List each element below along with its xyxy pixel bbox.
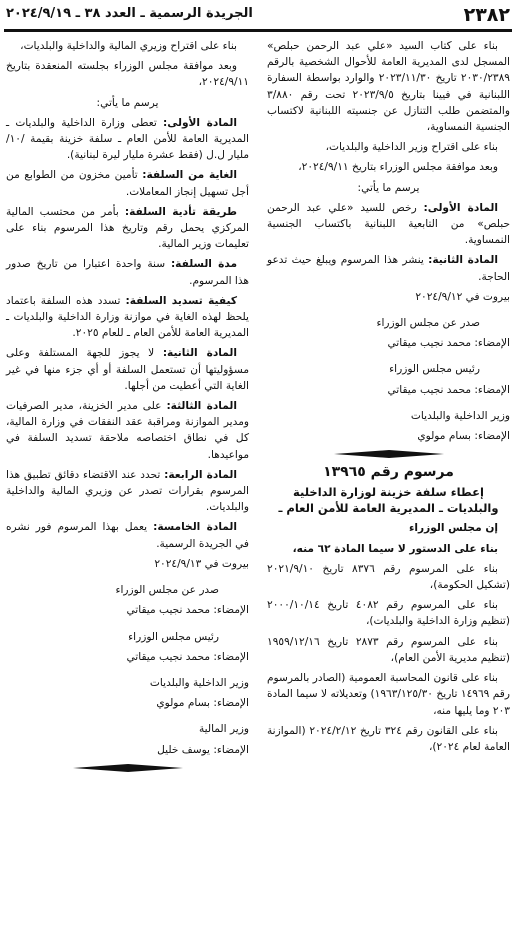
decree-word: يرسم ما يأتي: [357,181,420,194]
article-1-label: المادة الأولى: [163,116,238,129]
pm-title: رئيس مجلس الوزراء [128,630,219,643]
page-header [0,0,516,30]
interior-minister-title: وزير الداخلية والبلديات [149,676,249,689]
advance-repayment-text: تسدد هذه السلفة باعتماد يلحظ لهذه الغاية في موازنة وزارة الداخلية والبلديات ـ المديرية العامة للأمن العام ـ للعام ٢٠٢٥. [6,294,249,340]
gazette-title: الجريدة الرسمية ـ العدد ٣٨ ـ ٢٠٢٤/٩/١٩ [6,6,253,21]
signature-1: الإمضاء: محمد نجيب ميقاتي [387,337,510,350]
article-1-label: المادة الأولى: [423,201,499,214]
article-4 [6,467,249,516]
article-2 [6,345,249,394]
signature-3: الإمضاء: بسام مولوي [156,697,249,710]
council-line: إن مجلس الوزراء [408,522,498,535]
advance-purpose-label: الغاية من السلفة: [142,169,237,182]
basis-2: بناء على المرسوم رقم ٤٠٨٢ تاريخ ٢٠٠٠/١٠/١٤ (تنظيم وزارة الداخلية والبلديات)، [267,599,510,628]
advance-method [6,204,249,253]
advance-method-label: طريقة تأدية السلفة: [124,205,237,218]
intro-paragraph: بناء على كتاب السيد «علي عبد الرحمن حبلص» المسجل لدى المديرية العامة للأحوال الشخصية بالرقم ٢٠٣٠/٢٣٨٩ تاريخ ٢٠٢٣/١١/٣٠ والوارد بواسطة السفارة اللبنانية في فيينا بتاريخ ٢٠٢٣/٩/٥ تحت رقم ٣/٨٨٠ والمتضمن طلب التنازل عن جنسيته اللبنانية لاكتساب الجنسية النمساوية، [267,40,510,134]
advance-term-label: مدة السلفة: [170,258,238,271]
article-4-label: المادة الرابعة: [164,468,237,481]
section-divider [6,764,249,772]
section-divider [267,450,510,458]
article-2-text: لا يجوز للجهة المستلفة وعلى مسؤوليتها أن تستعمل السلفة أو أي جزء منها في غير الغاية التي أعطيت من أجلها. [6,347,249,392]
basis-3: بناء على المرسوم رقم ٢٨٧٣ تاريخ ١٩٥٩/١٢/١٦ (تنظيم مديرية الأمن العام)، [267,635,510,664]
pm-title: رئيس مجلس الوزراء [389,363,480,376]
signature-2: الإمضاء: محمد نجيب ميقاتي [387,383,510,396]
basis-1: بناء على المرسوم رقم ٨٣٧٦ تاريخ ٢٠٢١/٩/١٠ (تشكيل الحكومة)، [267,562,510,592]
header-rule [4,29,512,32]
article-1 [6,115,249,164]
decree-word: يرسم ما يأتي: [96,96,159,109]
article-5 [6,519,249,551]
proposal-paragraph: بناء على اقتراح وزير الداخلية والبلديات، [325,141,498,154]
issued-by: صدر عن مجلس الوزراء [376,317,480,330]
advance-term-text: سنة واحدة اعتبارا من تاريخ صدور هذا المرسوم. [6,258,249,287]
article-2 [267,252,510,284]
constitution-line: بناء على الدستور لا سيما المادة ٦٢ منه، [292,542,498,555]
article-3-label: المادة الثالثة: [166,400,237,413]
basis-5: بناء على القانون رقم ٣٢٤ تاريخ ٢٠٢٤/٢/١٢ (الموازنة العامة لعام ٢٠٢٤)، [267,724,510,753]
article-3 [6,398,249,463]
decree-date: بيروت في ٢٠٢٤/٩/١٢ [415,290,510,303]
article-2-text: ينشر هذا المرسوم ويبلغ حيث تدعو الحاجة. [267,254,510,283]
article-1-text: تعطى وزارة الداخلية والبلديات ـ المديرية العامة للأمن العام ـ سلفة خزينة بقيمة /١٠/ مليار ل.ل (فقط عشرة مليار ليرة لبنانية). [6,116,249,162]
article-1-text: رخص للسيد «علي عبد الرحمن حبلص» من التابعية اللبنانية باكتساب الجنسية النمساوية. [267,201,510,247]
signature-1: الإمضاء: محمد نجيب ميقاتي [126,604,249,617]
page-number: ٢٣٨٢ [463,4,510,26]
advance-term [6,256,249,288]
signature-3: الإمضاء: بسام مولوي [417,430,510,443]
article-5-label: المادة الخامسة: [153,521,238,534]
advance-repayment-label: كيفية تسديد السلفة: [125,294,237,307]
issued-by: صدر عن مجلس الوزراء [115,584,219,597]
article-4-text: تحدد عند الاقتضاء دقائق تطبيق هذا المرسوم بقرارات تصدر عن وزيري المالية والداخلية والبلديات. [6,468,249,514]
decree-date: بيروت في ٢٠٢٤/٩/١٣ [154,557,249,570]
article-3-text: على مدير الخزينة، مدير الصرفيات ومدير الموازنة ومراقبة عقد النفقات في وزارة المالية، كل في نطاق اختصاصه ملاحقة تسديد السلفة في مواعيدها. [6,400,249,461]
right-column [267,38,510,759]
advance-repayment [6,293,249,342]
article-2-label: المادة الثانية: [428,254,498,267]
finance-minister-title: وزير المالية [198,723,249,736]
proposal-paragraph: بناء على اقتراح وزيري المالية والداخلية والبلديات، [20,40,237,52]
article-5-text: يعمل بهذا المرسوم فور نشره في الجريدة الرسمية. [6,521,249,550]
approval-paragraph: وبعد موافقة مجلس الوزراء بتاريخ ٢٠٢٤/٩/١١، [298,161,498,174]
decree-number: مرسوم رقم ١٣٩٦٥ [323,464,454,481]
article-2-label: المادة الثانية: [162,347,237,360]
minister-title: وزير الداخلية والبلديات [410,409,510,422]
signature-4: الإمضاء: يوسف خليل [157,743,249,756]
decree-title: إعطاء سلفة خزينة لوزارة الداخلية والبلديات ـ المديرية العامة للأمن العام ـ [278,485,499,516]
left-column [6,38,249,778]
advance-method-text: بأمر من محتسب المالية المركزي يحمل رقم وتاريخ هذا المرسوم بناء على تعليمات وزير المالية. [6,205,249,251]
advance-purpose [6,167,249,199]
approval-paragraph: وبعد موافقة مجلس الوزراء بجلسته المنعقدة بتاريخ ٢٠٢٤/٩/١١، [6,60,249,89]
signature-2: الإمضاء: محمد نجيب ميقاتي [126,650,249,663]
article-1 [267,200,510,249]
basis-4: بناء على قانون المحاسبة العمومية (الصادر بالمرسوم رقم ١٤٩٦٩ تاريخ ١٩٦٣/١٢٥/٣٠) وتعديلاته لا سيما المادة ٢٠٣ وما يليها منه، [267,672,510,717]
advance-purpose-text: تأمين مخزون من الطوابع من أجل تسهيل إنجاز المعاملات. [6,169,249,198]
